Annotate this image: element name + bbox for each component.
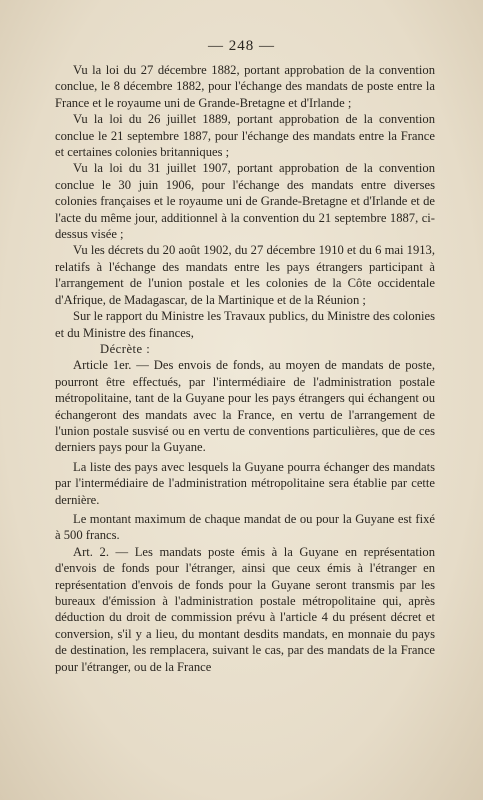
paragraph-article-1: Article 1er. — Des envois de fonds, au moyen de mandats de poste, pourront être effectués, par l'intermédiaire de l'administration postale métropolitaine, tant de la Guyane pour les pays étrangers qui échangent ou échangeront des mandats avec la France, en vertu de l'arrangement de l'union postale susvisé ou en vertu de conventions particulières, que de ces derniers pays pour la Guyane. [55,358,435,455]
paragraph-liste-pays: La liste des pays avec lesquels la Guyane pourra échanger des mandats par l'intermédiaire de l'administration métropolitaine sera établie par cette dernière. [55,459,435,507]
decree-heading: Décrète : [100,341,151,356]
paragraph-loi-1889: Vu la loi du 26 juillet 1889, portant approbation de la convention conclue le 21 septembre 1887, pour l'échange des mandats entre la France et certaines colonies britanniques ; [55,112,435,160]
paragraph-montant: Le montant maximum de chaque mandat de ou pour la Guyane est fixé à 500 francs. [55,511,435,543]
paragraph-loi-1882: Vu la loi du 27 décembre 1882, portant approbation de la convention conclue, le 8 décembre 1882, pour l'échange des mandats de poste entre la France et le royaume uni de Grande-Bretagne et d'Irlande ; [55,63,435,110]
body-text [55,62,435,675]
paragraph-decrets: Vu les décrets du 20 août 1902, du 27 décembre 1910 et du 6 mai 1913, relatifs à l'échange des mandats entre les pays étrangers participant à l'arrangement de l'union postale et les colonies de la Côte occidentale d'Afrique, de Madagascar, de la Martinique et de la Réunion ; [55,243,435,307]
paragraph-loi-1907: Vu la loi du 31 juillet 1907, portant approbation de la convention conclue le 30 juin 1906, pour l'échange des mandats entre diverses colonies françaises et le royaume uni de Grande-Bretagne et d'Irlande et de l'acte du même jour, additionnel à la convention du 21 septembre 1887, ci-dessus visée ; [55,161,435,242]
paragraph-rapport: Sur le rapport du Ministre les Travaux publics, du Ministre des colonies et du Ministre des finances, [55,309,435,340]
paragraph-article-2: Art. 2. — Les mandats poste émis à la Guyane en représentation d'envois de fonds pour l'étranger, ainsi que ceux émis à l'étranger en représentation d'envois de fonds pour la Guyane seront transmis par les bureaux d'émission à l'administration postale métropolitaine qui, après déduction du droit de commission prévu à l'article 4 du présent décret et conversion, s'il y a lieu, du montant desdits mandats, en monnaie du pays de destination, les remplacera, suivant le cas, par des mandats de la France pour l'étranger, ou de la France [55,544,435,674]
page-number: — 248 — [208,38,275,54]
